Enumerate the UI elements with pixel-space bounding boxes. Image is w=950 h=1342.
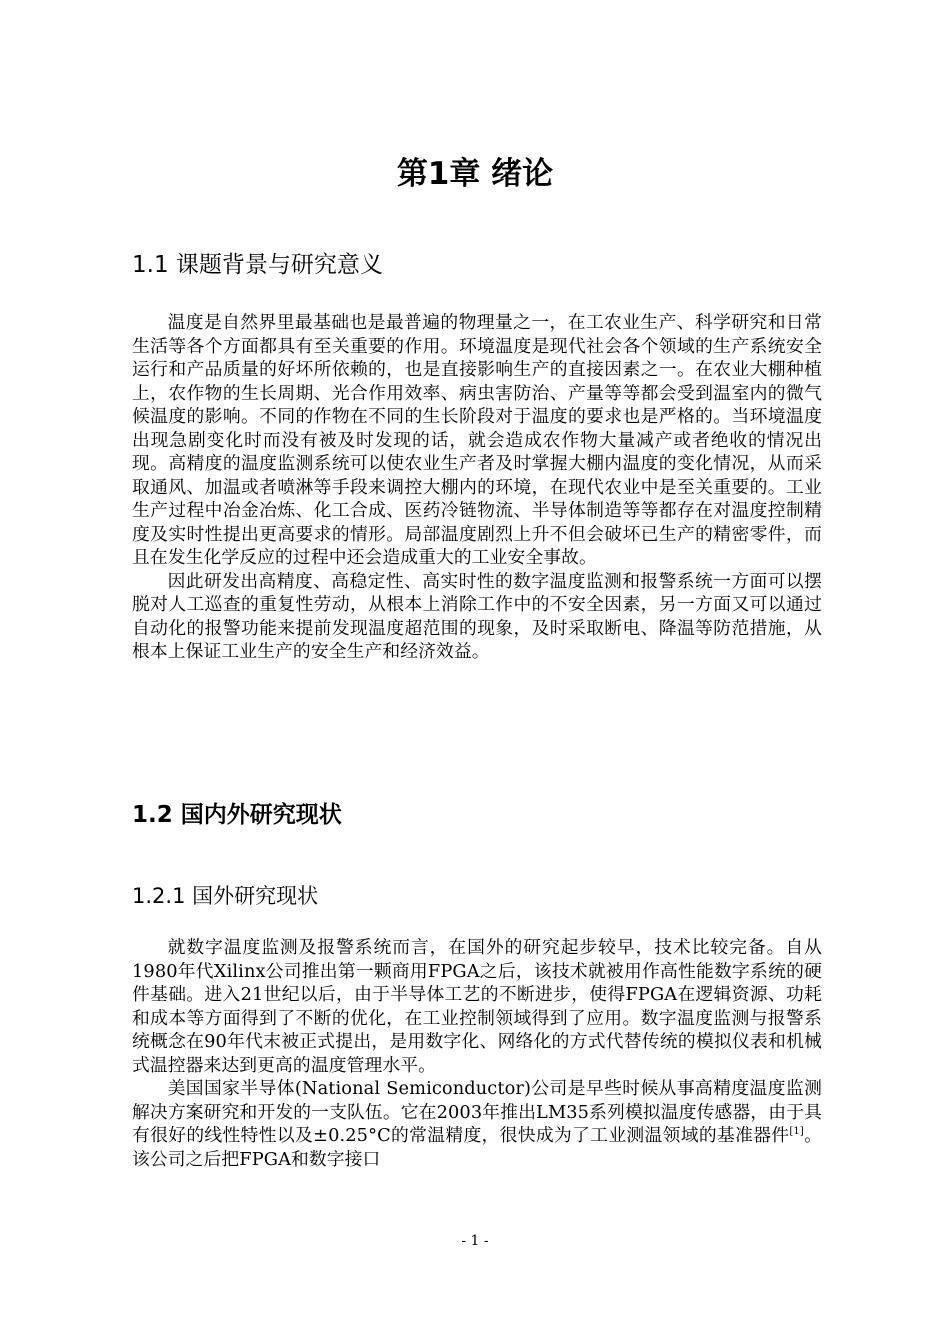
paragraph: 就数字温度监测及报警系统而言，在国外的研究起步较早，技术比较完备。自从1980年代Xilinx公司推出第一颗商用FPGA之后，该技术就被用作高性能数字系统的硬件基础。进入21世纪以后，由于半导体工艺的不断进步，使得FPGA在逻辑资源、功耗和成本等方面得到了不断的优化，在工业控制领域得到了应用。数字温度监测与报警系统概念在90年代末被正式提出，是用数字化、网络化的方式代替传统的模拟仪表和机械式温控器来达到更高的温度管理水平。 bbox=[132, 937, 822, 1076]
page-number: - 1 - bbox=[461, 1233, 489, 1249]
paragraph: 因此研发出高精度、高稳定性、高实时性的数字温度监测和报警系统一方面可以摆脱对人工巡查的重复性劳动，从根本上消除工作中的不安全因素，另一方面又可以通过自动化的报警功能来提前发现温度超范围的现象，及时采取断电、降温等防范措施，从根本上保证工业生产的安全生产和经济效益。 bbox=[132, 570, 822, 662]
paragraph-text: 。该公司之后把FPGA和数字接口 bbox=[132, 1125, 822, 1170]
paragraph bbox=[132, 1077, 822, 1171]
section-1-2-1-body bbox=[132, 936, 822, 1171]
section-heading-1-2: 1.2 国内外研究现状 bbox=[132, 802, 342, 828]
chapter-title: 第1章 绪论 bbox=[396, 156, 554, 192]
citation-marker[interactable]: [1] bbox=[789, 1126, 804, 1138]
section-heading-1-1: 1.1 课题背景与研究意义 bbox=[132, 252, 383, 278]
paragraph-text: 美国国家半导体(National Semiconductor)公司是早些时候从事高精度温度监测解决方案研究和开发的一支队伍。它在2003年推出LM35系列模拟温度传感器，由于具有很好的线性特性以及±0.25°C的常温精度，很快成为了工业测温领域的基准器件 bbox=[132, 1078, 822, 1146]
section-heading-1-2-1: 1.2.1 国外研究现状 bbox=[132, 884, 319, 908]
section-1-1-body bbox=[132, 311, 822, 664]
paragraph: 温度是自然界里最基础也是最普遍的物理量之一，在工农业生产、科学研究和日常生活等各个方面都具有至关重要的作用。环境温度是现代社会各个领域的生产系统安全运行和产品质量的好坏所依赖的，也是直接影响生产的直接因素之一。在农业大棚种植上，农作物的生长周期、光合作用效率、病虫害防治、产量等等都会受到温室内的微气候温度的影响。不同的作物在不同的生长阶段对于温度的要求也是严格的。当环境温度出现急剧变化时而没有被及时发现的话，就会造成农作物大量减产或者绝收的情况出现。高精度的温度监测系统可以使农业生产者及时掌握大棚内温度的变化情况，从而采取通风、加温或者喷淋等手段来调控大棚内的环境，在现代农业中是至关重要的。工业生产过程中冶金冶炼、化工合成、医药冷链物流、半导体制造等等都存在对温度控制精度及实时性提出更高要求的情形。局部温度剧烈上升不但会破坏已生产的精密零件，而且在发生化学反应的过程中还会造成重大的工业安全事故。 bbox=[132, 312, 822, 568]
